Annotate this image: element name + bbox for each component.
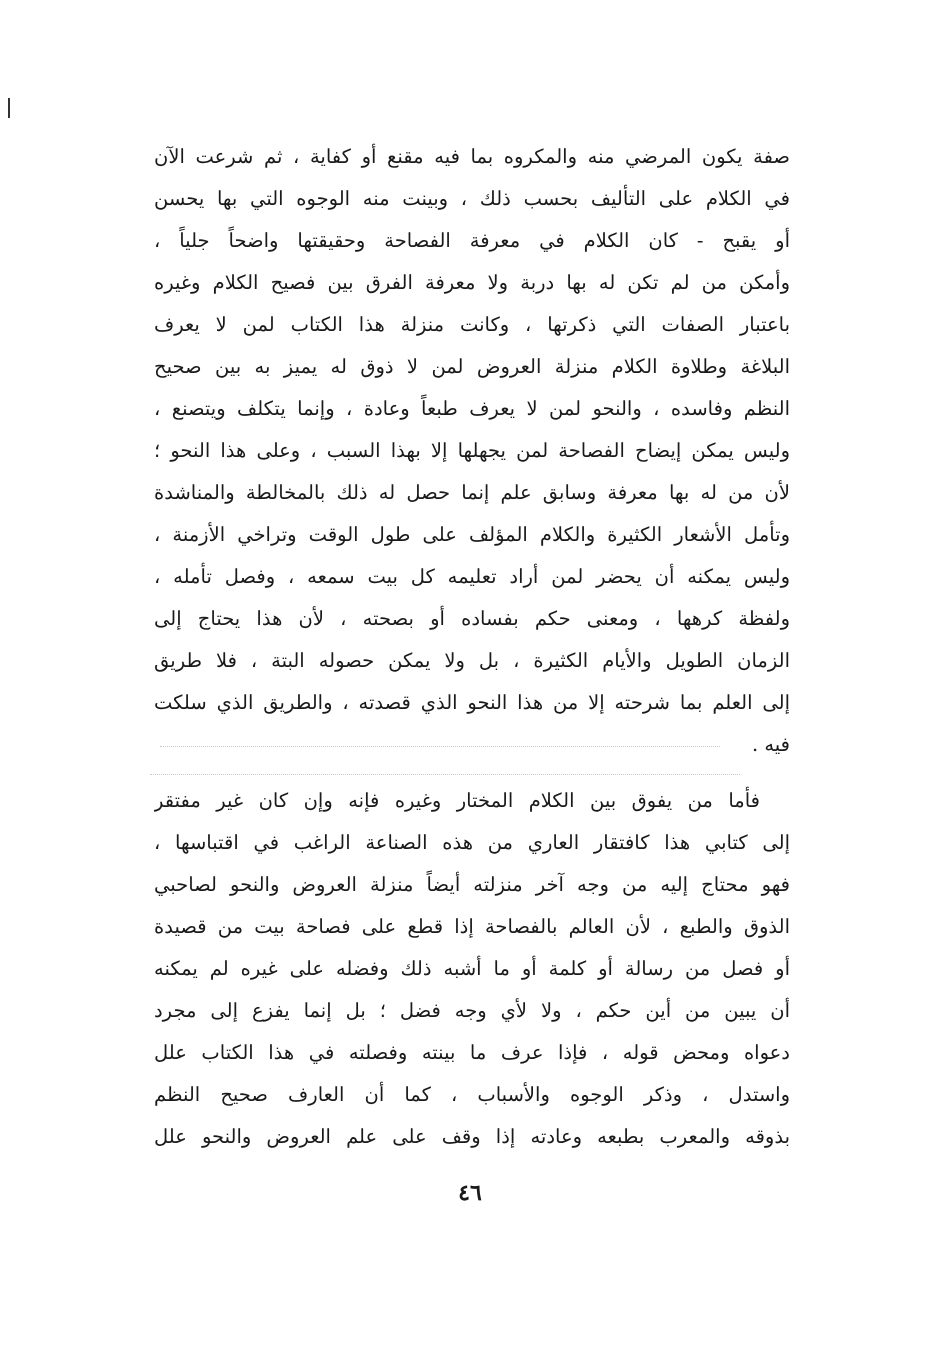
text-line: بذوقه والمعرب بطبعه وعادته إذا وقف على علم العروض والنحو علل [154,1125,790,1148]
text-line: فأما من يفوق بين الكلام المختار وغيره فإنه وإن كان غير مفتقر [154,789,760,812]
text-line: في الكلام على التأليف بحسب ذلك ، وبينت منه الوجوه التي بها يحسن [154,187,790,210]
text-line: البلاغة وطلاوة الكلام منزلة العروض لمن لا ذوق له يميز به بين صحيح [154,355,790,378]
text-line: وليس يمكنه أن يحضر لمن أراد تعليمه كل بيت سمعه ، وفصل تأمله ، [154,565,790,588]
text-line: الذوق والطبع ، لأن العالم بالفصاحة إذا قطع على فصاحة بيت من قصيدة [154,915,790,938]
text-line: ولفظة كرهها ، ومعنى حكم بفساده أو بصحته ، لأن هذا يحتاج إلى [154,607,790,630]
text-line: دعواه ومحض قوله ، فإذا عرف ما بينته وفصلته في هذا الكتاب علل [154,1041,790,1064]
text-line: إلى كتابي هذا كافتقار العاري من هذه الصناعة الراغب في اقتباسها ، [154,831,790,854]
text-line: أو فصل من رسالة أو كلمة أو ما أشبه ذلك وفضله على غيره لم يمكنه [154,957,790,980]
paragraph-2 [154,780,790,1158]
text-line: وتأمل الأشعار الكثيرة والكلام المؤلف على طول الوقت وتراخي الأزمنة ، [154,523,790,546]
text-line: أو يقبح - كان الكلام في معرفة الفصاحة وحقيقتها واضحاً جلياً ، [154,229,790,252]
text-line: النظم وفاسده ، والنحو لمن لا يعرف طبعاً وعادة ، وإنما يتكلف ويتصنع ، [154,397,790,420]
paragraph-1 [154,136,790,766]
text-line: الزمان الطويل والأيام الكثيرة ، بل ولا يمكن حصوله البتة ، فلا طريق [154,649,790,672]
text-line: أن يبين من أين حكم ، ولا لأي وجه فضل ؛ بل إنما يفزع إلى مجرد [154,999,790,1022]
text-line: إلى العلم بما شرحته إلا من هذا النحو الذي قصدته ، والطريق الذي سلكت [154,691,790,714]
text-line: وليس يمكن إيضاح الفصاحة لمن يجهلها إلا بهذا السبب ، وعلى هذا النحو ؛ [154,439,790,462]
scan-artifact [160,746,720,748]
text-line: واستدل ، وذكر الوجوه والأسباب ، كما أن العارف صحيح النظم [154,1083,790,1106]
text-line: وأمكن من لم تكن له بها دربة ولا معرفة الفرق بين فصيح الكلام وغيره [154,271,790,294]
text-line: لأن من له بها معرفة وسابق علم إنما حصل له ذلك بالمخالطة والمناشدة [154,481,790,504]
text-line: فهو محتاج إليه من وجه آخر منزلته أيضاً منزلة العروض والنحو لصاحبي [154,873,790,896]
text-line: باعتبار الصفات التي ذكرتها ، وكانت منزلة هذا الكتاب لمن لا يعرف [154,313,790,336]
scan-edge-mark [8,98,10,118]
text-line: فيه . [751,733,790,756]
text-line: صفة يكون المرضي منه والمكروه بما فيه مقنع أو كفاية ، ثم شرعت الآن [154,145,790,168]
scan-artifact [150,774,740,776]
page-number: ٤٦ [458,1180,482,1206]
